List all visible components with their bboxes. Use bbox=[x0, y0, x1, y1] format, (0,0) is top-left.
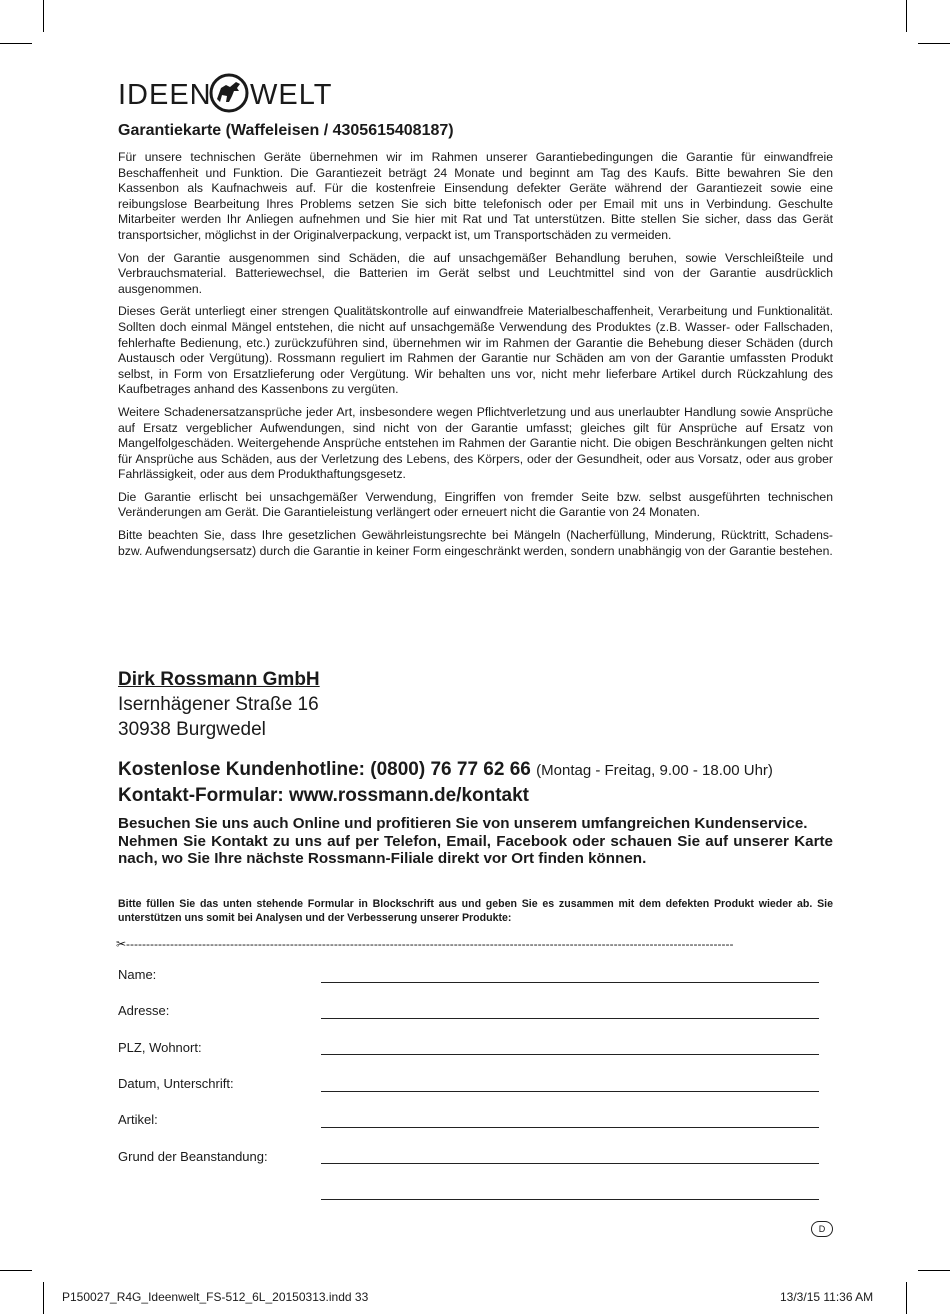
ideenwelt-logo bbox=[118, 66, 338, 120]
complaint-reason-field-line-2[interactable] bbox=[321, 1199, 819, 1200]
horse-emblem-icon bbox=[211, 75, 247, 111]
name-field-line[interactable] bbox=[321, 982, 819, 983]
cut-line: ✂-------------------------------------------------------------------------------------------------------------------------------------------------------- bbox=[116, 937, 734, 951]
crop-mark bbox=[43, 1282, 44, 1314]
date-signature-field-line[interactable] bbox=[321, 1091, 819, 1092]
form-label-date-signature: Datum, Unterschrift: bbox=[118, 1076, 234, 1091]
contact-form-link: Kontakt-Formular: www.rossmann.de/kontakt bbox=[118, 785, 530, 806]
paragraph: Dieses Gerät unterliegt einer strengen Qualitätskontrolle auf einwandfreie Materialbeschaffenheit, Verarbeitung und Funktionalität. Sollten doch einmal Mängel entstehen, die nicht auf unsachgemäße Verwendung des Produktes (z.B. Wasser- oder Fallschaden, fehlerhafte Bedienung, etc.) zurückzuführen sind, übernehmen wir im Rahmen der Garantie die Behebung dieser Schäden (durch Austausch oder Vergütung). Rossmann reguliert im Rahmen der Garantie nur Schäden am von der Garantie umfassten Produkt selbst, in Form von Ersatzlieferung oder Vergütung. Wir behalten uns vor, nicht mehr lieferbare Artikel durch Rückzahlung des Kaufbetrages anhand des Kassenbons zu vergüten. bbox=[118, 304, 833, 397]
company-city: 30938 Burgwedel bbox=[118, 719, 266, 740]
company-address bbox=[118, 667, 833, 742]
paragraph: Weitere Schadenersatzansprüche jeder Art, insbesondere wegen Pflichtverletzung und aus unerlaubter Handlung sowie Ansprüche auf Ersatz vergeblicher Aufwendungen, sind nicht von der Garantie umfasst; gleiches gilt für Ansprüche auf Ersatz von Mangelfolgeschäden. Weitergehende Ansprüche entstehen im Rahmen der Garantie nicht. Die obigen Beschränkungen gelten nicht für Ansprüche aus Schäden, aus der Verletzung des Lebens, des Körpers, oder der Gesundheit, oder aus Vorsatz, oder aus grober Fahrlässigkeit, oder aus dem Produkthaftungsgesetz. bbox=[118, 404, 833, 482]
address-field-line[interactable] bbox=[321, 1018, 819, 1019]
crop-mark bbox=[918, 1270, 950, 1271]
warranty-terms bbox=[118, 150, 833, 566]
crop-mark bbox=[906, 0, 907, 32]
hotline-line bbox=[118, 757, 878, 783]
form-instructions: Bitte füllen Sie das unten stehende Formular in Blockschrift aus und geben Sie es zusammen mit dem defekten Produkt wieder ab. Sie unterstützen uns somit bei Analysen und der Verbesserung unserer Produkte: bbox=[118, 898, 833, 924]
form-label-complaint-reason: Grund der Beanstandung: bbox=[118, 1149, 268, 1164]
form-label-address: Adresse: bbox=[118, 1003, 170, 1018]
contact-block bbox=[118, 757, 878, 808]
article-field-line[interactable] bbox=[321, 1127, 819, 1128]
paragraph: Von der Garantie ausgenommen sind Schäden, die auf unsachgemäßer Behandlung beruhen, sowie Verschleißteile und Verbrauchsmaterial. Batteriewechsel, die Batterien im Gerät selbst und Leuchtmittel sind von der Garantie ausdrücklich ausgenommen. bbox=[118, 250, 833, 296]
visit-paragraph: Nehmen Sie Kontakt zu uns auf per Telefon, Email, Facebook oder schauen Sie auf unserer Karte nach, wo Sie Ihre nächste Rossmann-Filiale direkt vor Ort finden können. bbox=[118, 832, 833, 867]
crop-mark bbox=[0, 1270, 32, 1271]
hotline-hours: (Montag - Freitag, 9.00 - 18.00 Uhr) bbox=[536, 762, 773, 779]
crop-mark bbox=[918, 43, 950, 44]
logo-left-word: IDEEN bbox=[118, 79, 212, 111]
crop-mark bbox=[906, 1282, 907, 1314]
online-service-note bbox=[118, 815, 833, 868]
form-label-city: PLZ, Wohnort: bbox=[118, 1040, 202, 1055]
footer-file-info: P150027_R4G_Ideenwelt_FS-512_6L_20150313.indd 33 bbox=[62, 1290, 369, 1304]
form-label-name: Name: bbox=[118, 967, 157, 982]
language-badge: D bbox=[811, 1221, 833, 1237]
visit-paragraph: Besuchen Sie uns auch Online und profitieren Sie von unserem umfangreichen Kundenservice. bbox=[118, 815, 808, 832]
page-title: Garantiekarte (Waffeleisen / 4305615408187) bbox=[118, 122, 454, 139]
paragraph: Bitte beachten Sie, dass Ihre gesetzlichen Gewährleistungsrechte bei Mängeln (Nacherfüllung, Minderung, Rücktritt, Schadens- bzw. Aufwendungsersatz) durch die Garantie in keiner Form eingeschränkt werden, sondern unabhängig von der Garantie bestehen. bbox=[118, 528, 833, 558]
city-field-line[interactable] bbox=[321, 1054, 819, 1055]
crop-mark bbox=[0, 43, 32, 44]
paragraph: Für unsere technischen Geräte übernehmen wir im Rahmen unserer Garantiebedingungen die Garantie für einwandfreie Beschaffenheit und Funktion. Die Garantiezeit beträgt 24 Monate und beginnt am Tag des Kaufs. Bitte bewahren Sie den Kassenbon als Kaufnachweis auf. Für die kostenfreie Einsendung defekter Geräte während der Garantiezeit sowie eine reibungslose Bearbeitung Ihres Problems setzen Sie sich bitte telefonisch oder per Email mit uns in Verbindung. Geschulte Mitarbeiter werden Ihr Anliegen aufnehmen und Sie hier mit Rat und Tat unterstützen. Bitte stellen Sie sicher, dass das Gerät transportsicher, möglichst in der Originalverpackung, verpackt ist, um Transportschäden zu vermeiden. bbox=[118, 150, 833, 242]
footer-timestamp: 13/3/15 11:36 AM bbox=[780, 1290, 874, 1304]
paragraph: Die Garantie erlischt bei unsachgemäßer Verwendung, Eingriffen von fremder Seite bzw. selbst ausgeführten technischen Veränderungen am Gerät. Die Garantieleistung verlängert oder erneuert nicht die Garantie von 24 Monaten. bbox=[118, 489, 833, 520]
form-label-article: Artikel: bbox=[118, 1112, 158, 1127]
hotline-number: Kostenlose Kundenhotline: (0800) 76 77 62 66 bbox=[118, 759, 531, 780]
complaint-reason-field-line[interactable] bbox=[321, 1163, 819, 1164]
crop-mark bbox=[43, 0, 44, 32]
company-name: Dirk Rossmann GmbH bbox=[118, 669, 320, 690]
logo-right-word: WELT bbox=[250, 79, 333, 111]
company-street: Isernhägener Straße 16 bbox=[118, 694, 319, 715]
